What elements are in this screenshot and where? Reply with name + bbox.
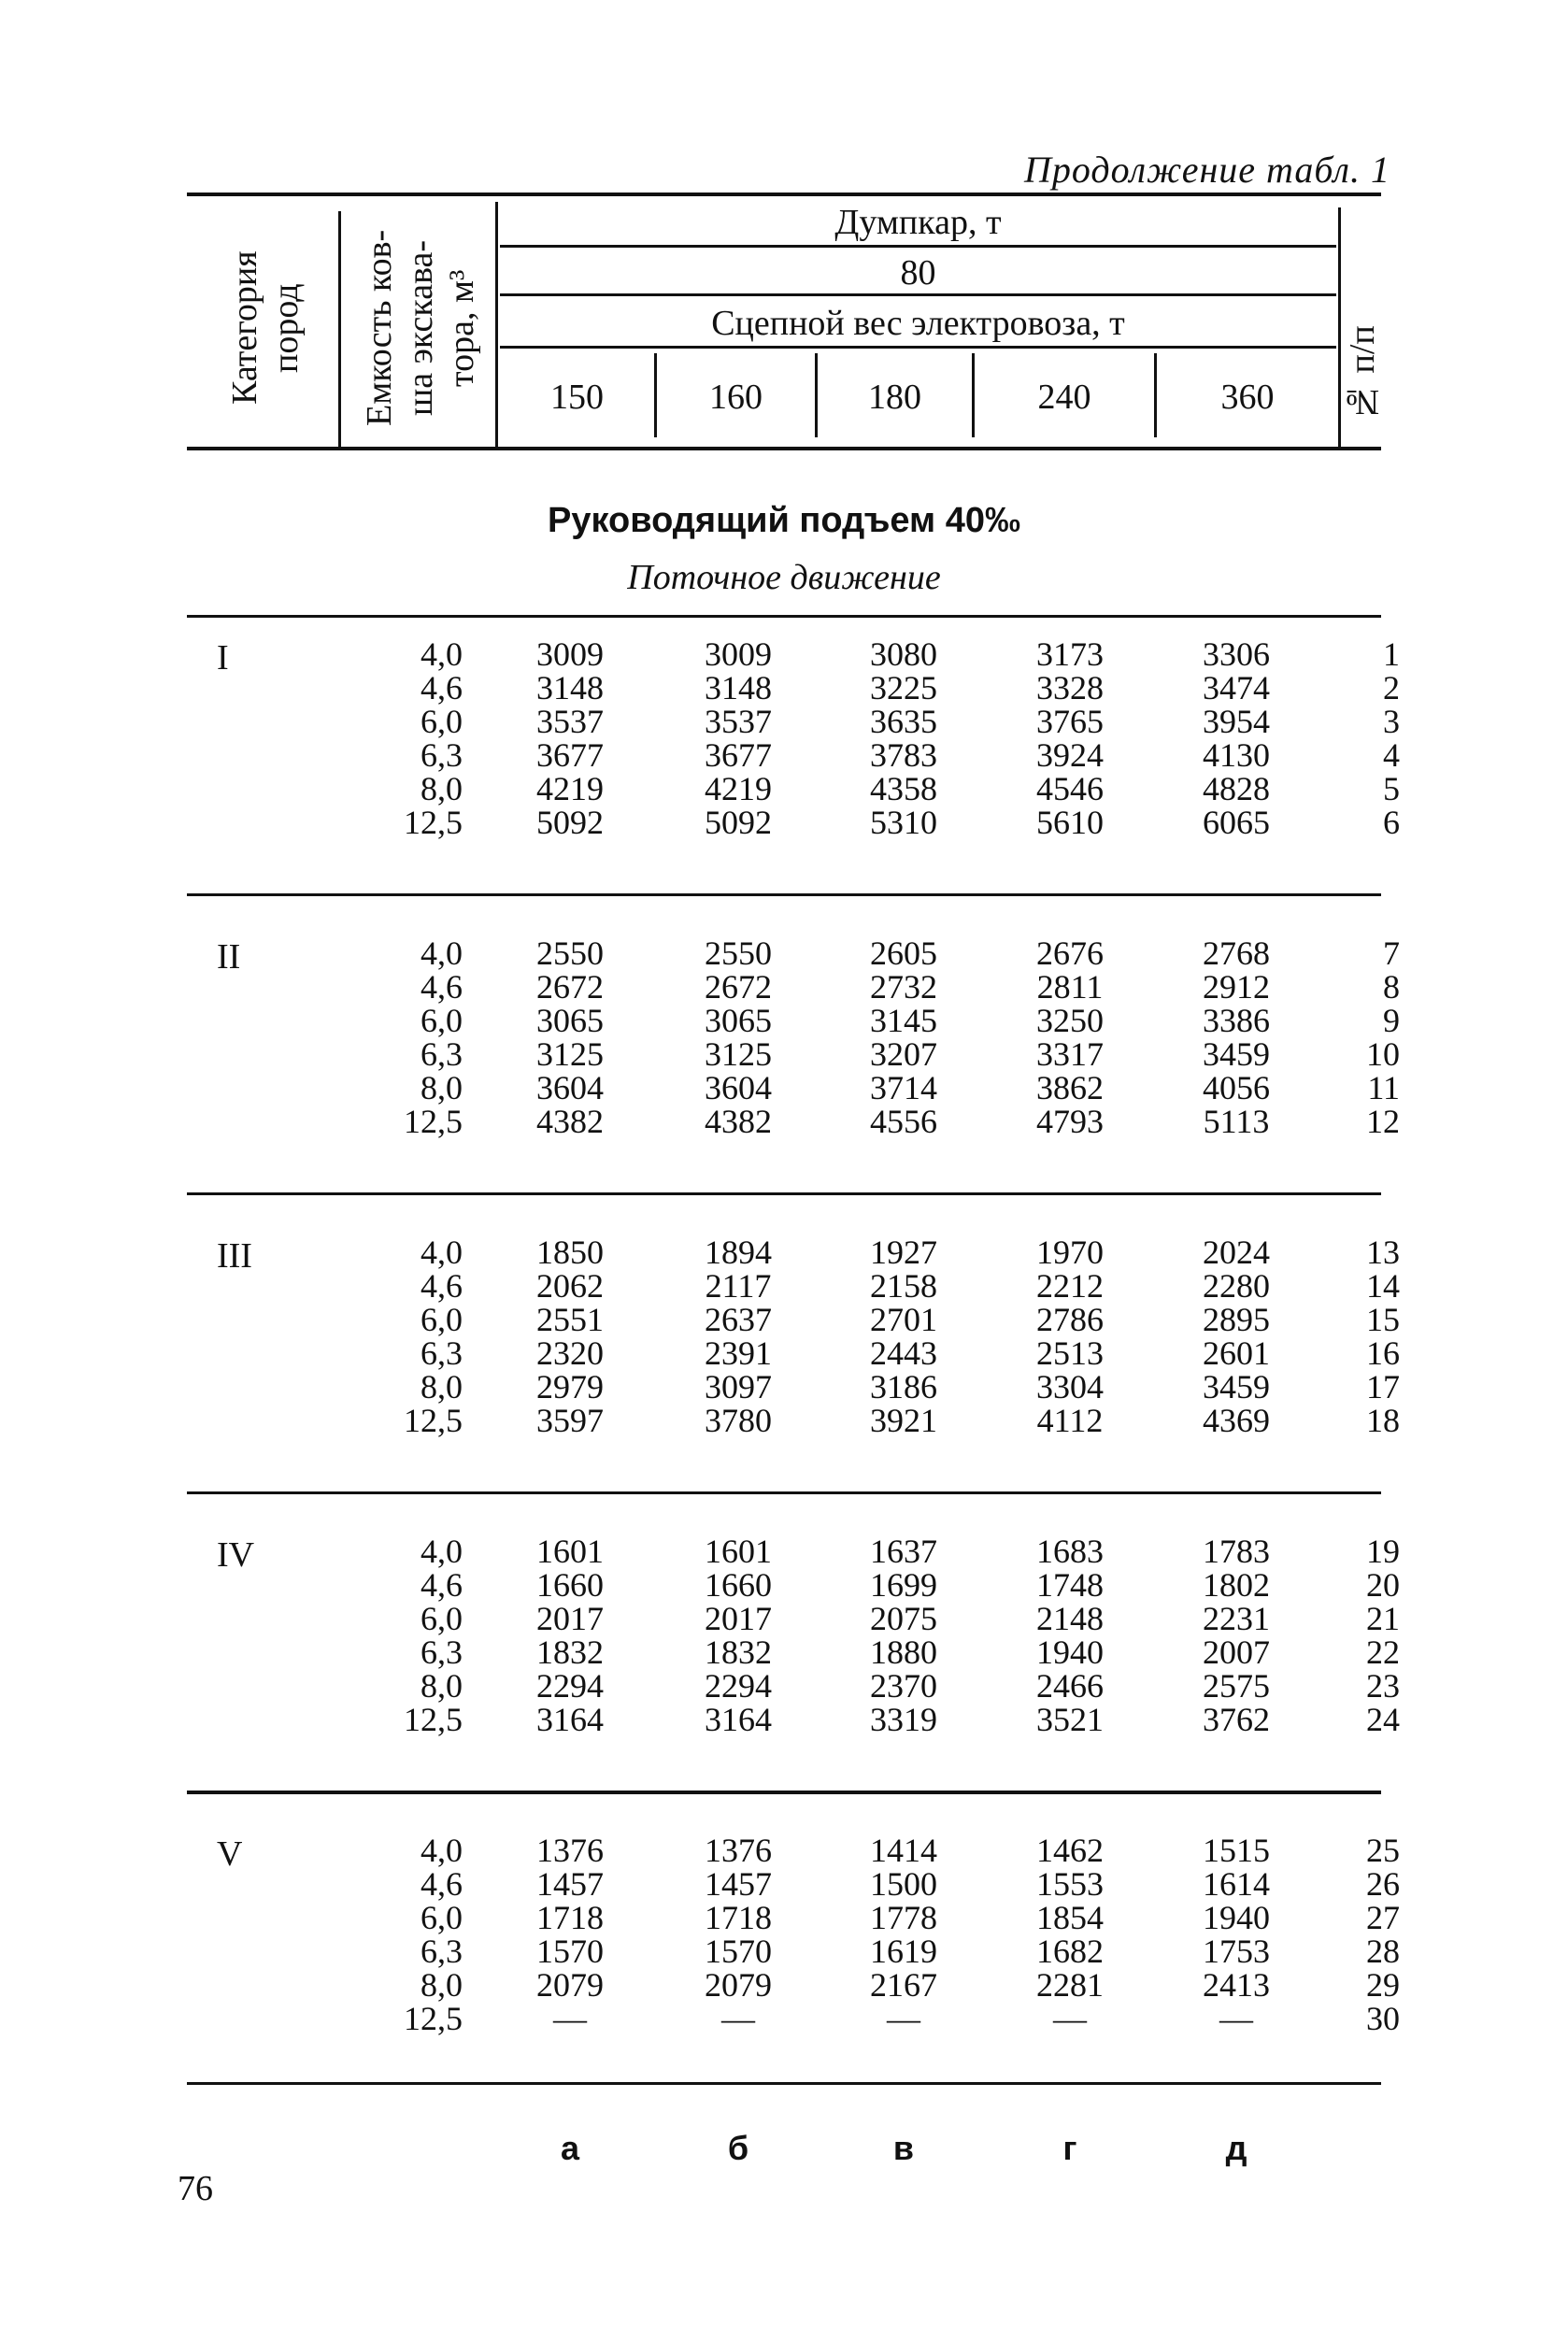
value-cell: 2148 (1036, 1600, 1104, 1637)
bucket-capacity: 8,0 (421, 1667, 463, 1705)
column-letter-g: г (1062, 2129, 1077, 2167)
page-number: 76 (178, 2169, 213, 2208)
value-cell: 2672 (705, 968, 772, 1006)
value-cell: 3009 (705, 635, 772, 673)
value-cell: 3148 (705, 669, 772, 706)
value-cell: — (721, 2000, 755, 2037)
value-cell: 2391 (705, 1334, 772, 1372)
value-cell: 2167 (870, 1966, 937, 2004)
section-subtitle: Поточное движение (627, 558, 941, 597)
value-cell: 1783 (1203, 1533, 1270, 1570)
header-row-number: № п/п (1343, 325, 1382, 422)
row-number: 13 (1366, 1234, 1400, 1271)
value-cell: 1894 (705, 1234, 772, 1271)
value-cell: 3125 (536, 1035, 604, 1073)
value-cell: 3714 (870, 1069, 937, 1106)
value-cell: 1414 (870, 1832, 937, 1869)
value-cell: 3521 (1036, 1701, 1104, 1738)
value-cell: 2979 (536, 1368, 604, 1405)
value-cell: 1802 (1203, 1566, 1270, 1604)
header-divider-1 (338, 211, 341, 447)
row-number: 15 (1366, 1301, 1400, 1338)
row-number: 19 (1366, 1533, 1400, 1570)
value-cell: 3225 (870, 669, 937, 706)
header-dumpcar-value: 80 (900, 253, 936, 292)
bucket-capacity: 6,0 (421, 703, 463, 740)
value-cell: 1683 (1036, 1533, 1104, 1570)
value-cell: 5113 (1203, 1103, 1270, 1140)
row-number: 5 (1383, 770, 1400, 807)
value-cell: 3145 (870, 1002, 937, 1039)
value-cell: 2079 (536, 1966, 604, 2004)
value-cell: 3924 (1036, 736, 1104, 774)
value-cell: 1601 (536, 1533, 604, 1570)
header-weight-180: 180 (868, 378, 921, 417)
value-cell: 1553 (1036, 1865, 1104, 1903)
value-cell: — (887, 2000, 920, 2037)
value-cell: 1880 (870, 1634, 937, 1671)
bucket-capacity: 6,3 (421, 1634, 463, 1671)
value-cell: 1601 (705, 1533, 772, 1570)
bucket-capacity: 4,0 (421, 1832, 463, 1869)
value-cell: 4130 (1203, 736, 1270, 774)
value-cell: 5310 (870, 804, 937, 841)
value-cell: 3148 (536, 669, 604, 706)
value-cell: 3954 (1203, 703, 1270, 740)
value-cell: 1660 (705, 1566, 772, 1604)
bucket-capacity: 4,0 (421, 1533, 463, 1570)
bucket-capacity: 12,5 (404, 1402, 463, 1439)
bucket-capacity: 6,3 (421, 736, 463, 774)
value-cell: 1940 (1036, 1634, 1104, 1671)
value-cell: 1699 (870, 1566, 937, 1604)
value-cell: 2024 (1203, 1234, 1270, 1271)
value-cell: 2811 (1036, 968, 1104, 1006)
value-cell: 2912 (1203, 968, 1270, 1006)
value-cell: 2513 (1036, 1334, 1104, 1372)
value-cell: 1619 (870, 1933, 937, 1970)
header-category: Категория пород (225, 250, 306, 406)
value-cell: 3537 (705, 703, 772, 740)
row-number: 17 (1366, 1368, 1400, 1405)
header-coupling-weight: Сцепной вес электровоза, т (711, 304, 1125, 343)
bucket-capacity: 12,5 (404, 1103, 463, 1140)
value-cell: 2117 (705, 1267, 772, 1305)
row-number: 11 (1367, 1069, 1400, 1106)
value-cell: 3921 (870, 1402, 937, 1439)
value-cell: 3009 (536, 635, 604, 673)
value-cell: 3537 (536, 703, 604, 740)
value-cell: 2079 (705, 1966, 772, 2004)
value-cell: 1500 (870, 1865, 937, 1903)
row-number: 3 (1383, 703, 1400, 740)
value-cell: 1614 (1203, 1865, 1270, 1903)
value-cell: 3677 (536, 736, 604, 774)
bucket-capacity: 6,3 (421, 1933, 463, 1970)
coupling-rule (500, 346, 1336, 349)
value-cell: 2280 (1203, 1267, 1270, 1305)
value-cell: 3459 (1203, 1368, 1270, 1405)
value-cell: 1753 (1203, 1933, 1270, 1970)
row-number: 20 (1366, 1566, 1400, 1604)
bucket-capacity: 12,5 (404, 1701, 463, 1738)
value-cell: 1832 (705, 1634, 772, 1671)
value-cell: 3317 (1036, 1035, 1104, 1073)
value-cell: 3164 (536, 1701, 604, 1738)
value-cell: 3635 (870, 703, 937, 740)
row-number: 28 (1366, 1933, 1400, 1970)
value-cell: 2443 (870, 1334, 937, 1372)
value-cell: 3762 (1203, 1701, 1270, 1738)
value-cell: 4358 (870, 770, 937, 807)
value-cell: 2672 (536, 968, 604, 1006)
value-cell: 1457 (705, 1865, 772, 1903)
row-number: 1 (1383, 635, 1400, 673)
dumpcar-rule (500, 245, 1336, 248)
value-cell: 1940 (1203, 1899, 1270, 1936)
header-dumpcar: Думпкар, т (834, 203, 1002, 242)
category-label: II (217, 937, 241, 977)
column-letter-v: в (892, 2129, 915, 2167)
value-cell: 3780 (705, 1402, 772, 1439)
value-cell: 3604 (705, 1069, 772, 1106)
value-cell: 4546 (1036, 770, 1104, 807)
value-cell: 4828 (1203, 770, 1270, 807)
value-cell: 1462 (1036, 1832, 1104, 1869)
value-cell: 1682 (1036, 1933, 1104, 1970)
category-label: IV (217, 1535, 255, 1575)
value-cell: 3080 (870, 635, 937, 673)
value-cell: 2732 (870, 968, 937, 1006)
value-cell: 5092 (705, 804, 772, 841)
bucket-capacity: 4,6 (421, 1865, 463, 1903)
bucket-capacity: 6,0 (421, 1002, 463, 1039)
value-cell: 1748 (1036, 1566, 1104, 1604)
value-cell: 2605 (870, 935, 937, 972)
row-number: 30 (1366, 2000, 1400, 2037)
value-cell: 3386 (1203, 1002, 1270, 1039)
value-cell: 2601 (1203, 1334, 1270, 1372)
bucket-capacity: 8,0 (421, 1368, 463, 1405)
value-cell: 3125 (705, 1035, 772, 1073)
value-cell: 2294 (705, 1667, 772, 1705)
value-cell: 4219 (536, 770, 604, 807)
category-label: I (217, 638, 229, 678)
row-number: 24 (1366, 1701, 1400, 1738)
row-number: 9 (1383, 1002, 1400, 1039)
value-cell: 2466 (1036, 1667, 1104, 1705)
bucket-capacity: 8,0 (421, 1069, 463, 1106)
value-cell: — (553, 2000, 587, 2037)
value-cell: 1660 (536, 1566, 604, 1604)
bucket-capacity: 6,3 (421, 1334, 463, 1372)
value-cell: 1778 (870, 1899, 937, 1936)
value-cell: 4793 (1036, 1103, 1104, 1140)
bucket-capacity: 8,0 (421, 770, 463, 807)
value-cell: 3765 (1036, 703, 1104, 740)
header-weight-240: 240 (1037, 378, 1091, 417)
bucket-capacity: 6,0 (421, 1600, 463, 1637)
row-number: 16 (1366, 1334, 1400, 1372)
value-cell: 4219 (705, 770, 772, 807)
header-divider-2 (495, 202, 498, 447)
bucket-capacity: 4,6 (421, 1267, 463, 1305)
value-cell: 2895 (1203, 1301, 1270, 1338)
value-cell: 2017 (536, 1600, 604, 1637)
table-bottom-rule (187, 2082, 1381, 2085)
value-cell: 3677 (705, 736, 772, 774)
value-cell: 3604 (536, 1069, 604, 1106)
value-cell: 2637 (705, 1301, 772, 1338)
value-cell: 1832 (536, 1634, 604, 1671)
value-cell: 2551 (536, 1301, 604, 1338)
value-cell: 1570 (705, 1933, 772, 1970)
value-cell: 3459 (1203, 1035, 1270, 1073)
value-cell: 3304 (1036, 1368, 1104, 1405)
group-rule-3 (187, 1192, 1381, 1195)
value-cell: 2786 (1036, 1301, 1104, 1338)
value-cell: 2575 (1203, 1667, 1270, 1705)
row-number: 29 (1366, 1966, 1400, 2004)
value-cell: 6065 (1203, 804, 1270, 841)
header-divider-3 (1338, 207, 1341, 447)
value-cell: 2017 (705, 1600, 772, 1637)
value-cell: 2413 (1203, 1966, 1270, 2004)
bucket-capacity: 12,5 (404, 2000, 463, 2037)
value-cell: 1457 (536, 1865, 604, 1903)
header-bottom-rule (187, 447, 1381, 450)
value-cell: 4112 (1036, 1402, 1104, 1439)
bucket-capacity: 8,0 (421, 1966, 463, 2004)
value-cell: 2550 (536, 935, 604, 972)
row-number: 6 (1383, 804, 1400, 841)
value-cell: 4556 (870, 1103, 937, 1140)
value-cell: — (1219, 2000, 1253, 2037)
value-cell: 3319 (870, 1701, 937, 1738)
dumpcar-value-rule (500, 293, 1336, 296)
value-cell: 3474 (1203, 669, 1270, 706)
value-cell: 3862 (1036, 1069, 1104, 1106)
row-number: 26 (1366, 1865, 1400, 1903)
bucket-capacity: 4,0 (421, 935, 463, 972)
value-cell: 3207 (870, 1035, 937, 1073)
value-cell: 3065 (705, 1002, 772, 1039)
value-cell: 2062 (536, 1267, 604, 1305)
column-letter-d: д (1225, 2129, 1247, 2167)
value-cell: 4056 (1203, 1069, 1270, 1106)
header-top-rule (187, 193, 1381, 196)
row-number: 21 (1366, 1600, 1400, 1637)
value-cell: 3097 (705, 1368, 772, 1405)
row-number: 12 (1366, 1103, 1400, 1140)
row-number: 4 (1383, 736, 1400, 774)
value-cell: 1637 (870, 1533, 937, 1570)
bucket-capacity: 4,6 (421, 968, 463, 1006)
bucket-capacity: 4,6 (421, 1566, 463, 1604)
value-cell: 3597 (536, 1402, 604, 1439)
value-cell: 1376 (705, 1832, 772, 1869)
value-cell: 5610 (1036, 804, 1104, 841)
value-cell: 1854 (1036, 1899, 1104, 1936)
row-number: 8 (1383, 968, 1400, 1006)
value-cell: 2212 (1036, 1267, 1104, 1305)
value-cell: 4382 (705, 1103, 772, 1140)
bucket-capacity: 6,0 (421, 1899, 463, 1936)
row-number: 23 (1366, 1667, 1400, 1705)
header-weight-150: 150 (550, 378, 604, 417)
value-cell: 3328 (1036, 669, 1104, 706)
category-label: V (217, 1834, 243, 1874)
bucket-capacity: 12,5 (404, 804, 463, 841)
bucket-capacity: 4,6 (421, 669, 463, 706)
value-cell: 2701 (870, 1301, 937, 1338)
value-cell: 1570 (536, 1933, 604, 1970)
value-cell: 1718 (705, 1899, 772, 1936)
value-cell: 1515 (1203, 1832, 1270, 1869)
value-cell: 2768 (1203, 935, 1270, 972)
value-cell: 2231 (1203, 1600, 1270, 1637)
value-cell: 1850 (536, 1234, 604, 1271)
header-bucket-capacity: Емкость ков-ша экскава-тора, м³ (360, 229, 481, 427)
column-letter-a: а (560, 2129, 580, 2167)
value-cell: 2550 (705, 935, 772, 972)
bucket-capacity: 6,3 (421, 1035, 463, 1073)
value-cell: 1376 (536, 1832, 604, 1869)
row-number: 25 (1366, 1832, 1400, 1869)
value-cell: 4382 (536, 1103, 604, 1140)
value-cell: 3783 (870, 736, 937, 774)
header-weight-360: 360 (1220, 378, 1275, 417)
value-cell: 5092 (536, 804, 604, 841)
column-letter-b: б (727, 2129, 749, 2167)
group-rule-5 (187, 1791, 1381, 1794)
category-label: III (217, 1236, 252, 1276)
row-number: 7 (1383, 935, 1400, 972)
value-cell: 3173 (1036, 635, 1104, 673)
value-cell: — (1053, 2000, 1087, 2037)
value-cell: 4369 (1203, 1402, 1270, 1439)
value-cell: 2158 (870, 1267, 937, 1305)
bucket-capacity: 4,0 (421, 635, 463, 673)
row-number: 10 (1366, 1035, 1400, 1073)
value-cell: 3186 (870, 1368, 937, 1405)
value-cell: 2676 (1036, 935, 1104, 972)
value-cell: 1970 (1036, 1234, 1104, 1271)
value-cell: 2007 (1203, 1634, 1270, 1671)
table-continuation-label: Продолжение табл. 1 (1023, 149, 1390, 191)
value-cell: 2075 (870, 1600, 937, 1637)
value-cell: 1718 (536, 1899, 604, 1936)
row-number: 2 (1383, 669, 1400, 706)
value-cell: 2294 (536, 1667, 604, 1705)
group-rule-4 (187, 1491, 1381, 1494)
value-cell: 3065 (536, 1002, 604, 1039)
value-cell: 3250 (1036, 1002, 1104, 1039)
value-cell: 3164 (705, 1701, 772, 1738)
value-cell: 3306 (1203, 635, 1270, 673)
row-number: 18 (1366, 1402, 1400, 1439)
group-rule-2 (187, 893, 1381, 896)
value-cell: 2370 (870, 1667, 937, 1705)
bucket-capacity: 6,0 (421, 1301, 463, 1338)
row-number: 14 (1366, 1267, 1400, 1305)
row-number: 27 (1366, 1899, 1400, 1936)
header-weight-160: 160 (709, 378, 763, 417)
bucket-capacity: 4,0 (421, 1234, 463, 1271)
section-title: Руководящий подъем 40‰ (548, 501, 1020, 540)
value-cell: 2320 (536, 1334, 604, 1372)
group-rule-1 (187, 615, 1381, 618)
row-number: 22 (1366, 1634, 1400, 1671)
value-cell: 2281 (1036, 1966, 1104, 2004)
value-cell: 1927 (870, 1234, 937, 1271)
